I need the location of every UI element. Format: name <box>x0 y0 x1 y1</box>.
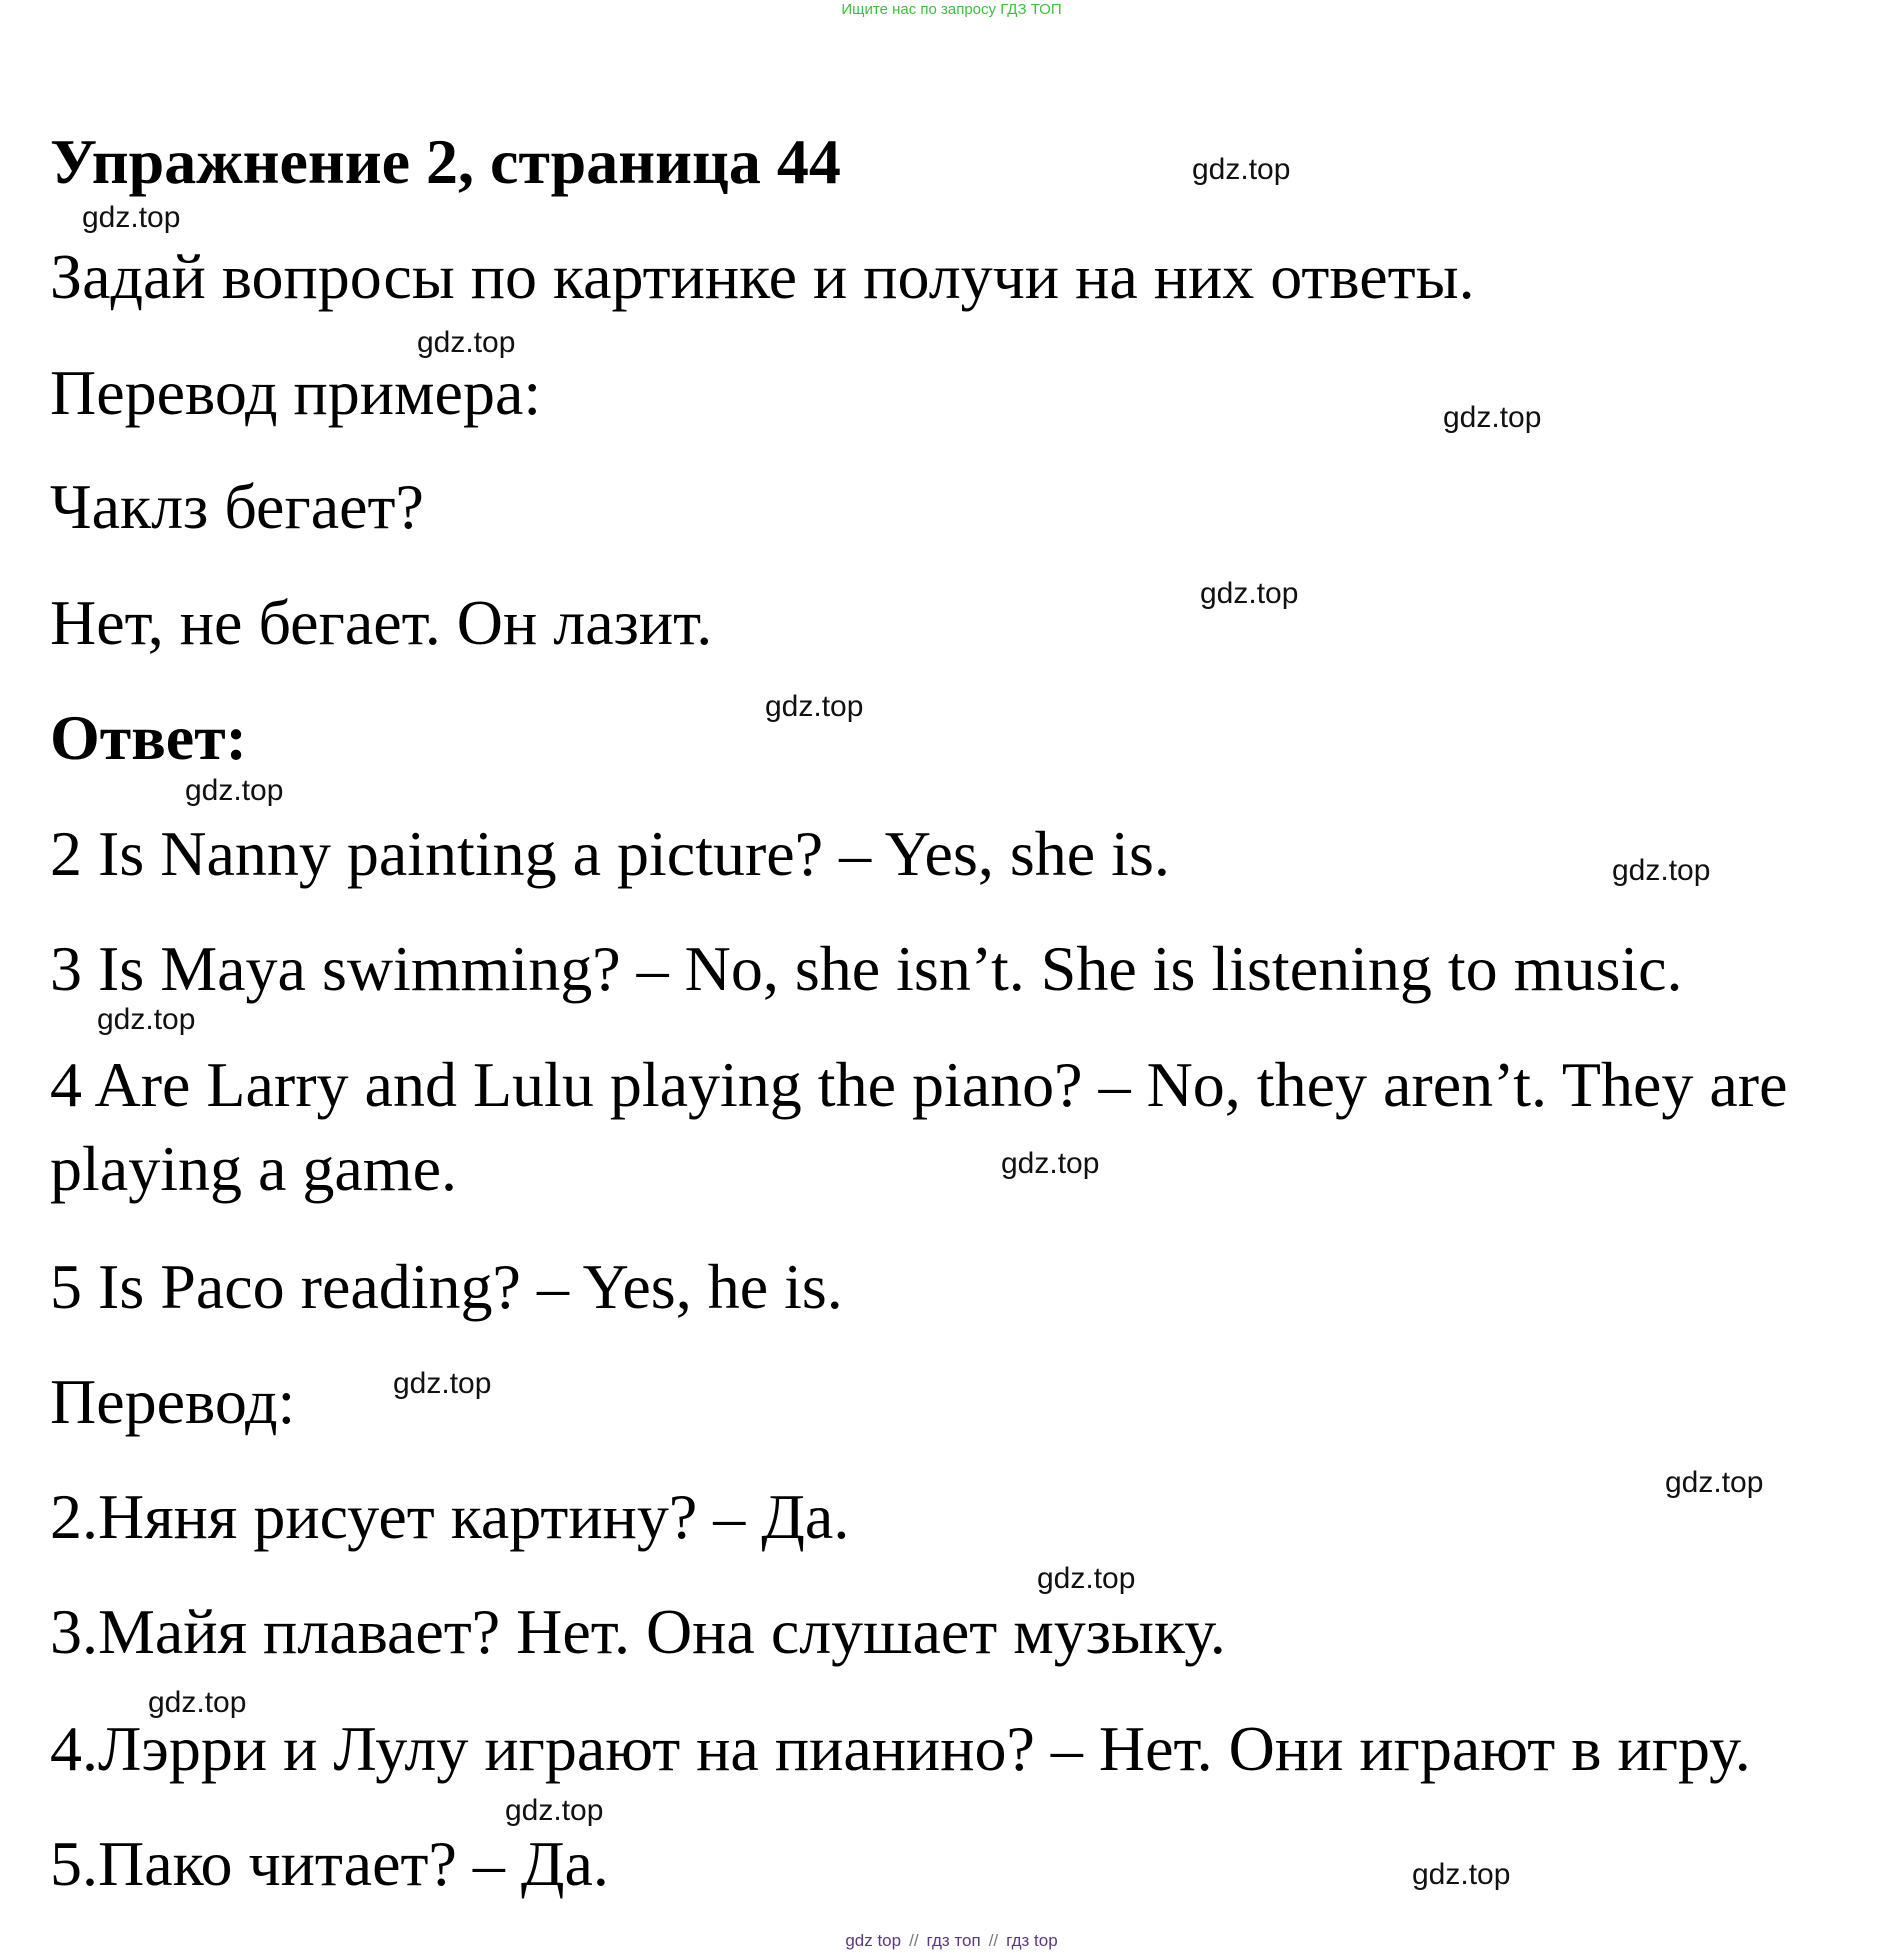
answer-heading: Ответ: <box>50 702 247 773</box>
footer-separator: // <box>909 1931 919 1950</box>
search-banner: Ищите нас по запросу ГДЗ ТОП <box>841 1 1062 18</box>
watermark: gdz.top <box>1192 153 1291 186</box>
watermark: gdz.top <box>765 690 864 723</box>
watermark: gdz.top <box>1665 1466 1764 1499</box>
answer-line-2: 2 Is Nanny painting a picture? – Yes, she is. <box>50 818 1170 889</box>
translation-line-5: 5.Пако читает? – Да. <box>50 1828 609 1899</box>
translation-line-4: 4.Лэрри и Лулу играют на пианино? – Нет. Они играют в игру. <box>50 1713 1751 1784</box>
watermark: gdz.top <box>185 774 284 807</box>
watermark: gdz.top <box>1200 577 1299 610</box>
footer-link[interactable]: гдз top <box>1006 1931 1058 1950</box>
watermark: gdz.top <box>1037 1562 1136 1595</box>
example-heading: Перевод примера: <box>50 357 542 428</box>
watermark: gdz.top <box>505 1794 604 1827</box>
watermark: gdz.top <box>393 1367 492 1400</box>
watermark: gdz.top <box>1443 401 1542 434</box>
watermark: gdz.top <box>417 326 516 359</box>
footer-links <box>0 1930 1903 1952</box>
footer-link[interactable]: гдз топ <box>926 1931 981 1950</box>
footer-link[interactable]: gdz top <box>845 1931 902 1950</box>
example-answer: Нет, не бегает. Он лазит. <box>50 587 713 658</box>
watermark: gdz.top <box>148 1686 247 1719</box>
answer-line-5: 5 Is Paco reading? – Yes, he is. <box>50 1251 843 1322</box>
watermark: gdz.top <box>1612 854 1711 887</box>
footer-separator: // <box>988 1931 999 1950</box>
watermark: gdz.top <box>1001 1147 1100 1180</box>
translation-heading: Перевод: <box>50 1366 296 1437</box>
answer-line-4-continued: playing a game. <box>50 1133 457 1204</box>
translation-line-2: 2.Няня рисует картину? – Да. <box>50 1481 850 1552</box>
watermark: gdz.top <box>1412 1858 1511 1891</box>
example-question: Чаклз бегает? <box>50 471 424 542</box>
exercise-title: Упражнение 2, страница 44 <box>50 126 841 197</box>
answer-line-3: 3 Is Maya swimming? – No, she isn’t. She is listening to music. <box>50 933 1683 1004</box>
translation-line-3: 3.Майя плавает? Нет. Она слушает музыку. <box>50 1596 1226 1667</box>
answer-line-4: 4 Are Larry and Lulu playing the piano? – No, they aren’t. They are <box>50 1049 1788 1120</box>
watermark: gdz.top <box>97 1003 196 1036</box>
watermark: gdz.top <box>82 201 181 234</box>
task-text: Задай вопросы по картинке и получи на них ответы. <box>50 241 1475 312</box>
